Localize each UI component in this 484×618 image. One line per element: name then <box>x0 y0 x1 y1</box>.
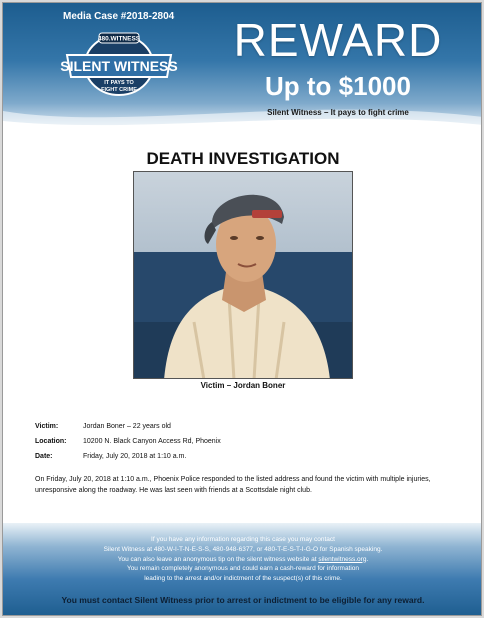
silent-witness-logo <box>59 25 179 101</box>
reward-tagline: Silent Witness – It pays to fight crime <box>267 108 409 117</box>
victim-photo <box>133 171 353 379</box>
reward-title: REWARD <box>233 14 443 66</box>
logo-tagline-2: FIGHT CRIME <box>101 87 137 93</box>
website-link[interactable]: silentwitness.org <box>318 555 367 563</box>
footer-contact-info <box>23 535 463 584</box>
detail-label: Location: <box>35 438 67 445</box>
logo-tagline-1: IT PAYS TO <box>104 80 134 86</box>
detail-value: 10200 N. Black Canyon Access Rd, Phoenix <box>83 438 221 445</box>
footer-line-2: Silent Witness at 480-W-I-T-N-E-S-S, 480-948-6377, or 480-T-E-S-T-I-G-O for Spanish speaking. <box>103 545 383 553</box>
footer-line-1: If you have any information regarding this case you may contact <box>151 536 335 543</box>
detail-row-location <box>35 438 221 453</box>
footer-line-3 <box>23 555 463 565</box>
case-headline: DEATH INVESTIGATION <box>146 149 340 168</box>
detail-label: Victim: <box>35 423 59 430</box>
poster-header <box>3 3 482 131</box>
footer-line-3-text: You can also leave an anonymous tip on the silent witness website at <box>117 555 319 563</box>
reward-amount: Up to $1000 <box>265 71 411 101</box>
logo-name: SILENT WITNESS <box>60 58 178 74</box>
footer-line-3-end: . <box>366 555 369 563</box>
case-narrative: On Friday, July 20, 2018 at 1:10 a.m., Phoenix Police responded to the listed address and found the victim with multiple injuries, unresponsive along the roadway. He was last seen with friends at a Scottsdale night club. <box>35 476 431 494</box>
case-details <box>35 423 221 468</box>
media-case-number: Media Case #2018-2804 <box>63 11 175 22</box>
reward-poster <box>2 2 482 616</box>
detail-value: Friday, July 20, 2018 at 1:10 a.m. <box>83 453 187 460</box>
detail-value: Jordan Boner – 22 years old <box>83 423 171 430</box>
poster-footer <box>3 523 482 616</box>
logo-phone: 480.WITNESS <box>97 35 141 43</box>
eligibility-warning: You must contact Silent Witness prior to arrest or indictment to be eligible for any reward. <box>61 595 425 605</box>
detail-row-date <box>35 453 221 468</box>
footer-line-5: leading to the arrest and/or indictment of the suspect(s) of this crime. <box>144 575 342 583</box>
footer-line-4: You remain completely anonymous and could earn a cash-reward for information <box>126 565 360 573</box>
detail-row-victim <box>35 423 221 438</box>
detail-label: Date: <box>35 453 53 460</box>
header-wave-decoration <box>3 101 482 137</box>
victim-photo-image <box>134 172 353 379</box>
photo-caption: Victim – Jordan Boner <box>200 381 286 390</box>
